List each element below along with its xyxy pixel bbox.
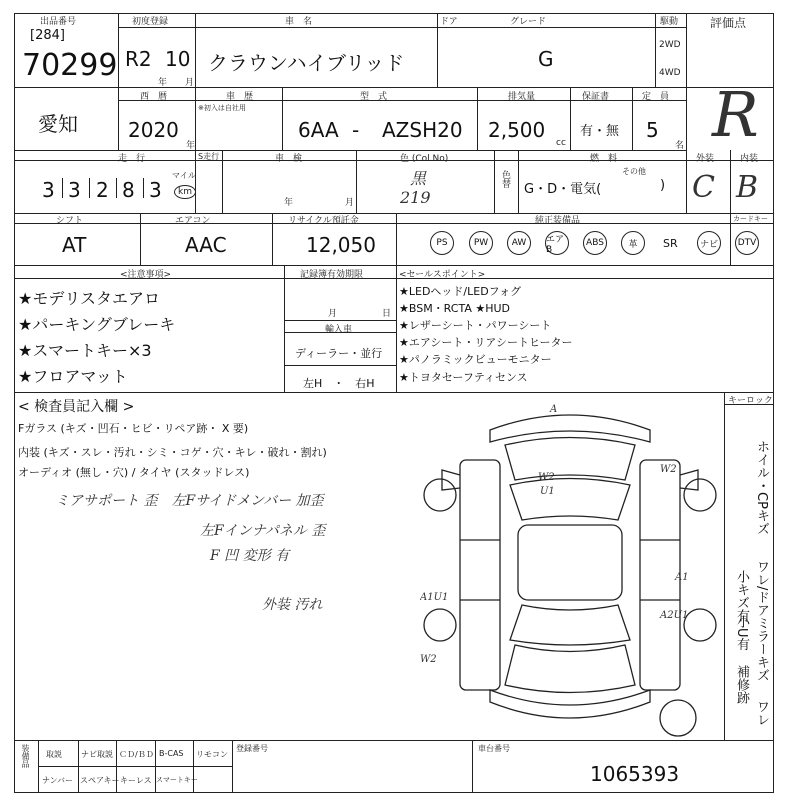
- first-reg-era: R2: [125, 47, 152, 71]
- footer-cell: B-CAS: [159, 749, 184, 758]
- capacity: 5: [646, 118, 659, 142]
- side-note: 補修跡: [734, 665, 749, 704]
- score-label: 評価点: [710, 16, 747, 30]
- equip-airbag: エアB: [545, 231, 569, 255]
- import-label: 輸入車: [325, 325, 353, 335]
- car-name: クラウンハイブリッド: [208, 51, 405, 75]
- diagram-mark: W2: [538, 472, 555, 483]
- record-month: 月: [328, 309, 338, 319]
- recycle: 12,050: [306, 233, 376, 257]
- side-note: 小U有: [734, 615, 749, 651]
- warranty: 有・無: [580, 124, 620, 139]
- grade: G: [538, 47, 554, 71]
- side-note: 小キズ有: [734, 570, 749, 622]
- dealer-option: ディーラー・並行: [295, 347, 383, 360]
- keycard-label: カードキー: [733, 215, 768, 223]
- mileage-unit-mile: マイル: [172, 171, 196, 180]
- caution-label: <注意事項>: [120, 270, 172, 280]
- shift: AT: [62, 233, 87, 257]
- footer-cell: スペアキー: [80, 776, 120, 785]
- capacity-label: 定 員: [642, 92, 670, 102]
- model-year: 2020: [128, 118, 179, 142]
- equip-aw: AW: [507, 231, 531, 255]
- footer-check-col: 装備品: [21, 744, 30, 768]
- drive-2wd: 2WD: [659, 40, 681, 50]
- sales-item: ★エアシート・リアシートヒーター: [399, 336, 573, 349]
- inspection-label: 車 検: [275, 154, 303, 164]
- footer-cell: 取説: [46, 750, 62, 759]
- side-note: ホイル・CPキズ: [754, 440, 769, 535]
- inspector-line-1: Fガラス (キズ・凹石・ヒビ・リペア跡・ X 要): [18, 422, 249, 435]
- mileage-digit: 2: [96, 178, 109, 202]
- equip-pw: PW: [469, 231, 493, 255]
- chassis-label: 車台番号: [478, 744, 510, 753]
- shift-label: シフト: [56, 216, 84, 226]
- score-value: R: [712, 78, 759, 151]
- equip-label: 純正装備品: [535, 216, 581, 226]
- displacement: 2,500: [488, 118, 546, 142]
- inspector-line-2: 内装 (キズ・スレ・汚れ・シミ・コゲ・穴・キレ・破れ・割れ): [18, 446, 327, 459]
- color-code-hand: 219: [400, 188, 431, 207]
- mileage-digit: 3: [42, 178, 55, 202]
- type-code: AZSH20: [382, 118, 463, 142]
- lot-label: 出品番号: [40, 17, 77, 27]
- footer-cell: ナンバー: [42, 776, 74, 785]
- first-reg-label: 初度登録: [132, 17, 169, 27]
- car-damage-diagram: [420, 400, 720, 740]
- history-label: 車 歴: [226, 92, 254, 102]
- record-day: 日: [382, 309, 392, 319]
- fuel-options: G・D・電気(: [524, 182, 602, 197]
- inspector-hand-2: 左Fインナパネル 歪: [200, 523, 326, 539]
- drive-label: 駆動: [660, 17, 679, 27]
- year-unit: 年: [158, 78, 168, 88]
- equip-abs: ABS: [583, 231, 607, 255]
- chassis-number: 1065393: [590, 762, 680, 786]
- footer-cell: ＣＤ/ＢＤ: [119, 750, 154, 759]
- mileage-digit: 3: [68, 178, 81, 202]
- color-label: 色 (Col.No): [400, 154, 449, 164]
- warranty-label: 保証書: [582, 92, 610, 102]
- region: 愛知: [38, 112, 78, 136]
- door-label: ドア: [440, 17, 458, 27]
- type-prefix: 6AA: [298, 118, 339, 142]
- side-note: ワレ/ドアミラーキズ: [754, 560, 769, 682]
- equip-sr: SR: [663, 237, 678, 250]
- keylock-label: キーロック: [728, 396, 773, 406]
- sales-item: ★トヨタセーフティセンス: [399, 371, 528, 384]
- diagram-mark: A1: [675, 572, 689, 583]
- handle-option: 左H ・ 右H: [303, 377, 375, 390]
- diagram-mark: W2: [420, 654, 437, 665]
- sales-item: ★レザーシート・パワーシート: [399, 319, 552, 332]
- lot-sub: [284]: [30, 28, 65, 43]
- lot-number: 70299: [22, 48, 118, 83]
- model-year-unit: 年: [186, 141, 196, 151]
- interior-grade: B: [736, 170, 759, 205]
- type-label: 型 式: [360, 92, 388, 102]
- diagram-mark: U1: [540, 486, 555, 497]
- caution-item: ★スマートキー×3: [18, 341, 152, 360]
- mileage-digit: 3: [149, 178, 162, 202]
- equip-leather: 革: [621, 231, 645, 255]
- footer-cell: リモコン: [196, 750, 228, 759]
- history-sub: ※初入は自社用: [198, 104, 246, 112]
- footer-cell: ナビ取説: [81, 750, 113, 759]
- first-reg-month: 10: [165, 47, 191, 71]
- displacement-unit: cc: [556, 138, 566, 148]
- diagram-mark: W2: [660, 464, 677, 475]
- inspector-hand-4: 外装 汚れ: [262, 597, 323, 613]
- fuel-other: その他: [622, 167, 646, 176]
- grade-label: グレード: [510, 17, 547, 27]
- sales-item: ★BSM・RCTA ★HUD: [399, 302, 511, 315]
- type-dash: -: [352, 118, 360, 142]
- diagram-mark: A1U1: [420, 592, 449, 603]
- equip-navi: ナビ: [697, 231, 721, 255]
- fuel-close: ): [660, 178, 666, 193]
- inspection-month: 月: [345, 198, 355, 208]
- equip-dtv: DTV: [735, 231, 759, 255]
- inspector-line-3: オーディオ (無し・穴) / タイヤ (スタッドレス): [18, 466, 250, 479]
- inspection-year: 年: [284, 198, 294, 208]
- capacity-unit: 名: [675, 141, 685, 151]
- recycle-label: リサイクル預託金: [288, 216, 359, 226]
- inspector-hand-3: F 凹 変形 有: [210, 548, 290, 564]
- car-name-label: 車 名: [285, 17, 313, 27]
- reg-label: 登録番号: [236, 744, 268, 753]
- caution-item: ★パーキングブレーキ: [18, 315, 176, 334]
- caution-item: ★モデリスタエアロ: [18, 289, 161, 308]
- sales-item: ★LEDヘッド/LEDフォグ: [399, 285, 522, 298]
- inspector-title: < 検査員記入欄 >: [18, 399, 135, 415]
- mileage-unit-km: km: [174, 185, 196, 199]
- diagram-mark: A2U1: [660, 610, 689, 621]
- s-label: S走行: [198, 152, 220, 161]
- displacement-label: 排気量: [508, 92, 536, 102]
- drive-4wd: 4WD: [659, 68, 681, 78]
- ac-label: エアコン: [175, 216, 211, 226]
- mileage-label: 走 行: [118, 154, 146, 164]
- interior-label: 内装: [740, 154, 759, 164]
- exterior-label: 外装: [696, 154, 715, 164]
- sales-item: ★パノラミックビューモニター: [399, 353, 552, 366]
- fuel-label: 燃 料: [590, 154, 618, 164]
- footer-cell: キーレス: [120, 776, 152, 785]
- mileage-digit: 8: [122, 178, 135, 202]
- footer-cell: スマートキー: [156, 776, 198, 784]
- record-label: 記録簿有効期限: [300, 270, 364, 280]
- side-note: ワレ: [754, 700, 769, 726]
- ac: AAC: [185, 233, 227, 257]
- caution-item: ★フロアマット: [18, 367, 128, 386]
- inspector-hand-1: ミアサポート 歪 左Fサイドメンバー 加歪: [55, 493, 324, 509]
- exterior-grade: C: [692, 170, 715, 205]
- sales-label: <セールスポイント>: [399, 270, 486, 280]
- model-year-label: 西 暦: [140, 92, 168, 102]
- color-hand: 黒: [410, 169, 427, 188]
- diagram-mark: A: [550, 404, 558, 415]
- equip-ps: PS: [430, 231, 454, 255]
- color-change: 色替: [500, 170, 510, 188]
- month-unit: 月: [185, 78, 195, 88]
